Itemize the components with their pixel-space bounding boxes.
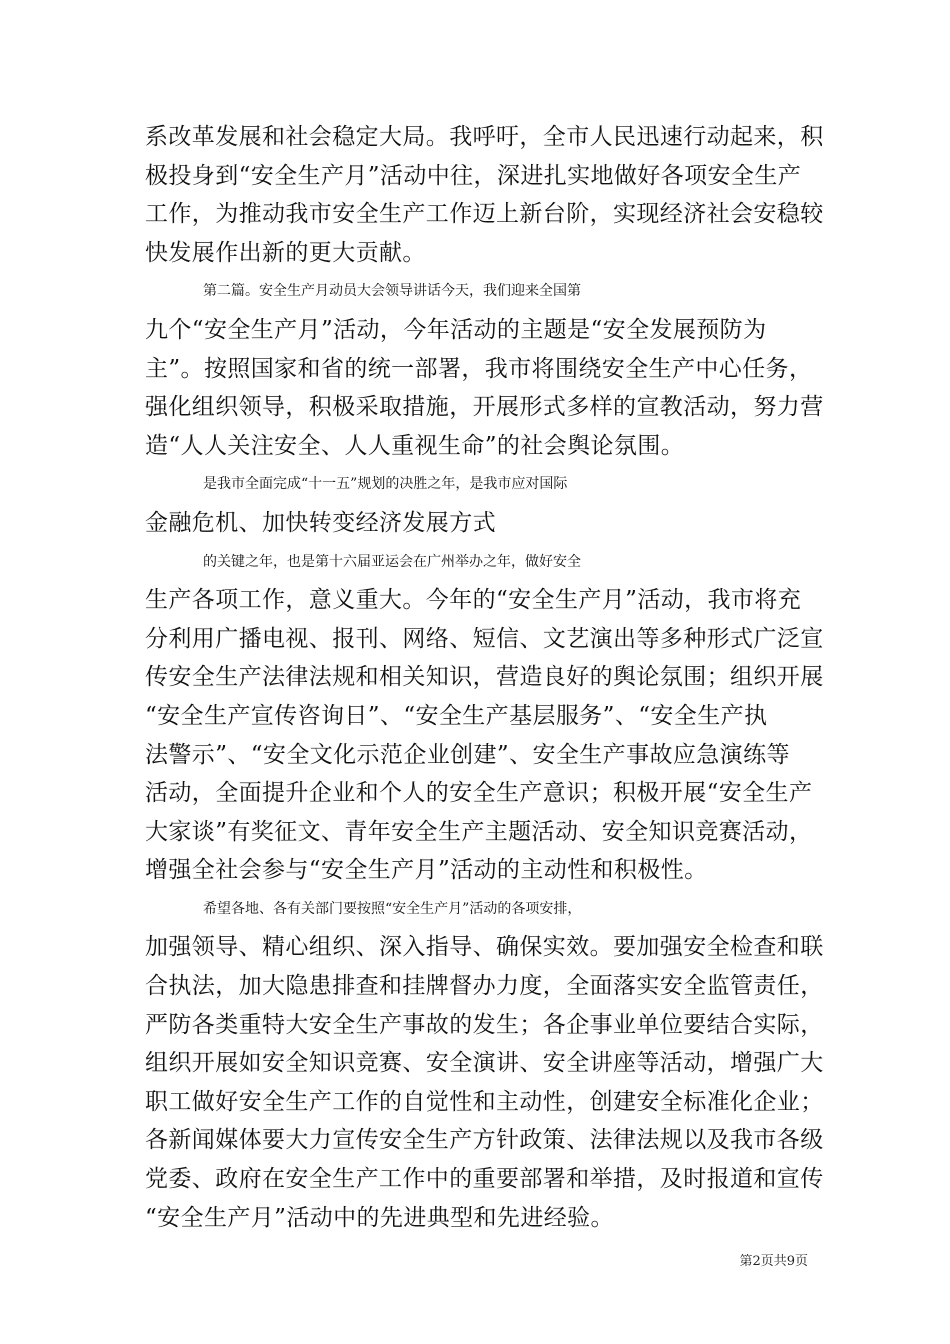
text-line: 活动，全面提升企业和个人的安全生产意识；积极开展“安全生产 (145, 780, 813, 807)
text-line: 主”。按照国家和省的统一部署，我市将围绕安全生产中心任务， (145, 355, 813, 382)
text-line: 组织开展如安全知识竞赛、安全演讲、安全讲座等活动，增强广大 (145, 1050, 824, 1077)
text-line: 党委、政府在安全生产工作中的重要部署和举措，及时报道和宣传 (145, 1166, 824, 1193)
text-line: 九个“安全生产月”活动，今年活动的主题是“安全发展预防为 (145, 316, 767, 343)
text-line: 加强领导、精心组织、深入指导、确保实效。要加强安全检查和联 (145, 934, 824, 961)
text-line: 法警示”、“安全文化示范企业创建”、安全生产事故应急演练等 (145, 741, 790, 768)
text-line: 传安全生产法律法规和相关知识，营造良好的舆论氛围；组织开展 (145, 664, 824, 691)
text-line: 严防各类重特大安全生产事故的发生；各企事业单位要结合实际， (145, 1011, 824, 1038)
text-line: 职工做好安全生产工作的自觉性和主动性，创建安全标准化企业； (145, 1088, 824, 1115)
text-line: 工作，为推动我市安全生产工作迈上新台阶，实现经济社会安稳较 (145, 201, 824, 228)
text-line: “安全生产月”活动中的先进典型和先进经验。 (145, 1204, 614, 1231)
text-line: 的关键之年，也是第十六届亚运会在广州举办之年，做好安全 (203, 553, 581, 570)
text-line: 快发展作出新的更大贡献。 (145, 239, 426, 266)
text-line: 希望各地、各有关部门要按照“安全生产月”活动的各项安排， (203, 900, 582, 917)
text-line: 合执法，加大隐患排查和挂牌督办力度，全面落实安全监管责任， (145, 973, 824, 1000)
text-line: 极投身到“安全生产月”活动中往，深进扎实地做好各项安全生产 (145, 162, 802, 189)
text-line: 金融危机、加快转变经济发展方式 (145, 509, 496, 536)
page-footer (0, 1253, 808, 1271)
document-body (145, 118, 825, 1237)
text-line: 是我市全面完成“十一五”规划的决胜之年，是我市应对国际 (203, 476, 568, 493)
text-line: 增强全社会参与“安全生产月”活动的主动性和积极性。 (145, 857, 708, 884)
text-line: 分利用广播电视、报刊、网络、短信、文艺演出等多种形式广泛宣 (145, 625, 824, 652)
page-number: 第2页共9页 (739, 1254, 808, 1269)
text-line: 第二篇。安全生产月动员大会领导讲话今天，我们迎来全国第 (203, 283, 581, 300)
text-line: 造“人人关注安全、人人重视生命”的社会舆论氛围。 (145, 432, 685, 459)
text-line: 系改革发展和社会稳定大局。我呼吁，全市人民迅速行动起来，积 (145, 124, 824, 150)
text-line: 各新闻媒体要大力宣传安全生产方针政策、法律法规以及我市各级 (145, 1127, 824, 1154)
text-line: 生产各项工作，意义重大。今年的“安全生产月”活动，我市将充 (145, 587, 802, 614)
text-line: “安全生产宣传咨询日”、“安全生产基层服务”、“安全生产执 (145, 702, 768, 729)
text-line: 大家谈”有奖征文、青年安全生产主题活动、安全知识竞赛活动， (145, 818, 813, 845)
text-line: 强化组织领导，积极采取措施，开展形式多样的宣教活动，努力营 (145, 394, 824, 421)
